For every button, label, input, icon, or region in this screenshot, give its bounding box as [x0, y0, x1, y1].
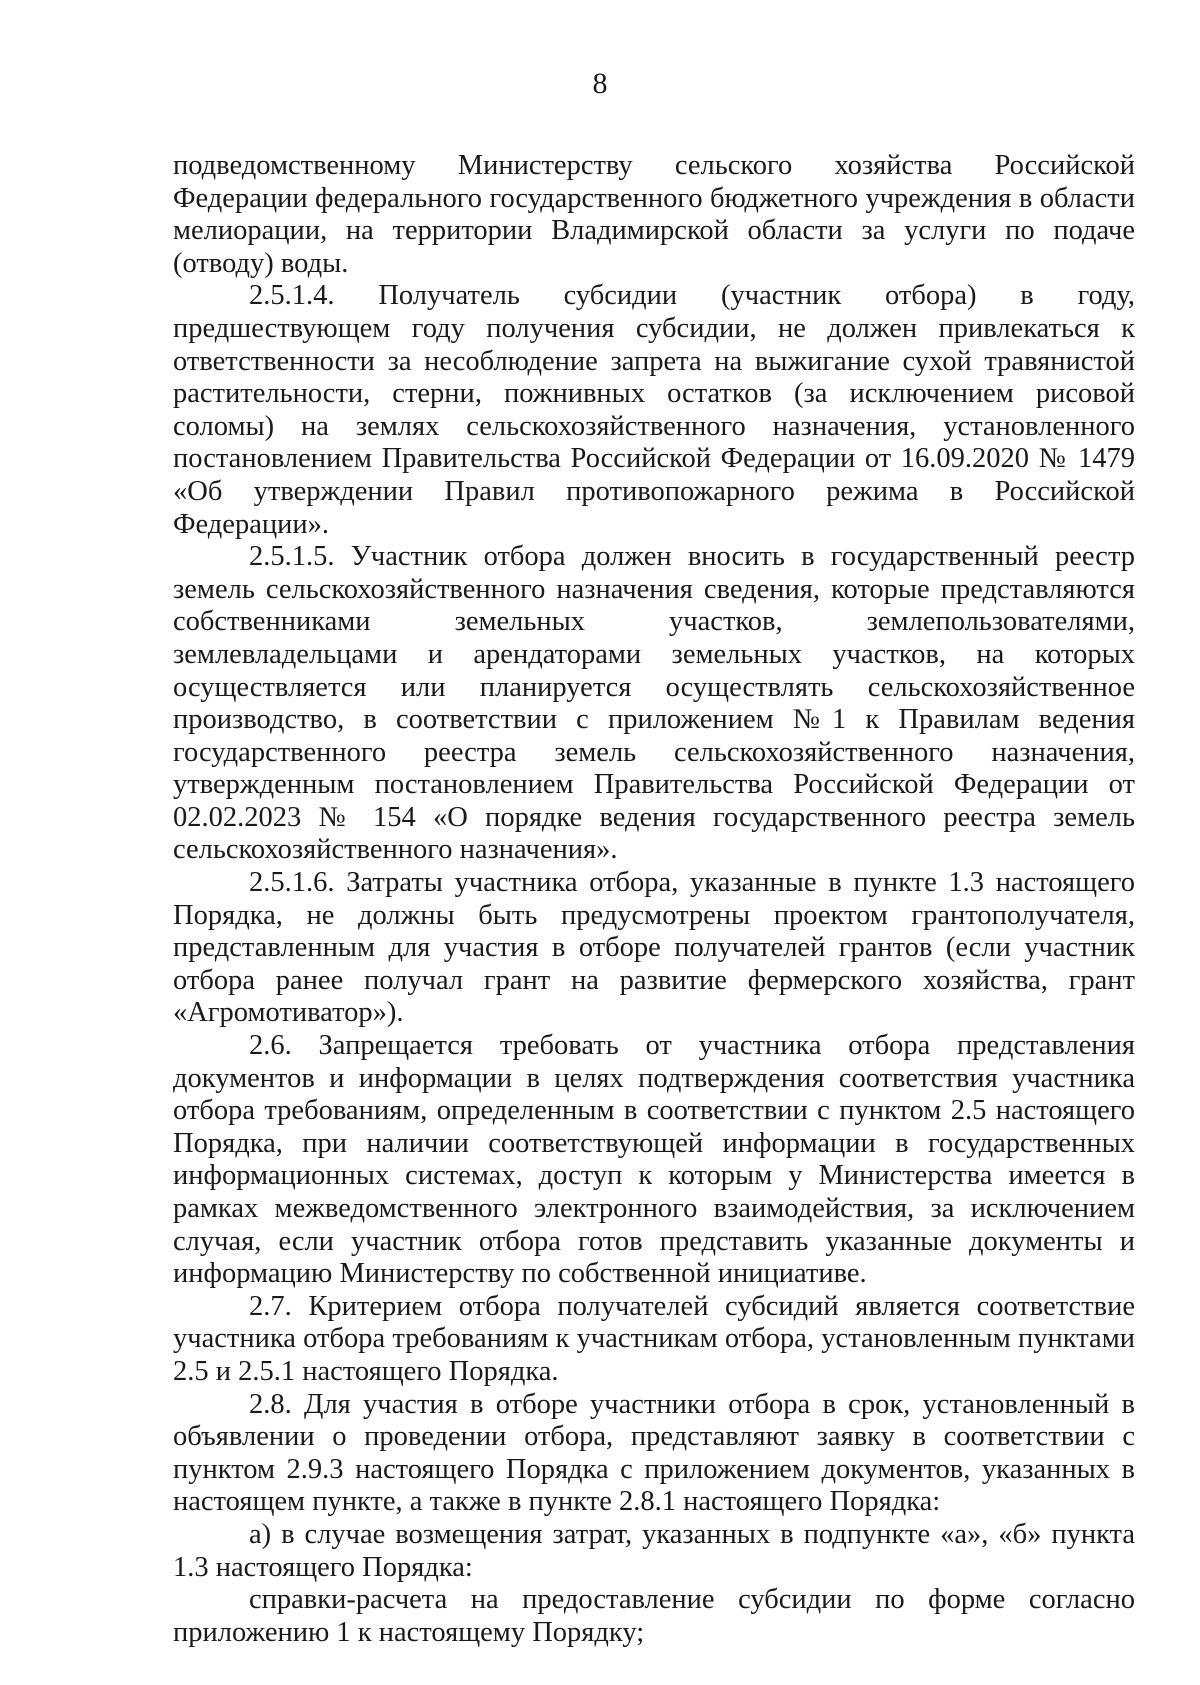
paragraph: а) в случае возмещения затрат, указанных в подпункте «а», «б» пункта 1.3 настоящего Порядка:: [173, 1518, 1135, 1583]
paragraph: 2.7. Критерием отбора получателей субсидий является соответствие участника отбора требованиям к участникам отбора, установленным пунктами 2.5 и 2.5.1 настоящего Порядка.: [173, 1290, 1135, 1387]
paragraph: 2.5.1.6. Затраты участника отбора, указанные в пункте 1.3 настоящего Порядка, не должны быть предусмотрены проектом грантополучателя, представленным для участия в отборе получателей грантов (если участник отбора ранее получал грант на развитие фермерского хозяйства, грант «Агромотиватор»).: [173, 867, 1135, 1029]
paragraph: справки-расчета на предоставление субсидии по форме согласно приложению 1 к настоящему Порядку;: [173, 1584, 1135, 1648]
document-body: [173, 150, 1135, 1649]
page-number: 8: [592, 67, 608, 100]
paragraph: 2.8. Для участия в отборе участники отбора в срок, установленный в объявлении о проведении отбора, представляют заявку в соответствии с пунктом 2.9.3 настоящего Порядка с приложением документов, указанных в настоящем пункте, а также в пункте 2.8.1 настоящего Порядка:: [173, 1388, 1135, 1518]
paragraph: подведомственному Министерству сельского хозяйства Российской Федерации федерального государственного бюджетного учреждения в области мелиорации, на территории Владимирской области за услуги по подаче (отводу) воды.: [173, 150, 1135, 279]
paragraph: 2.5.1.5. Участник отбора должен вносить в государственный реестр земель сельскохозяйственного назначения сведения, которые представляются собственниками земельных участков, землепользователями, землевладельцами и арендаторами земельных участков, на которых осуществляется или планируется осуществлять сельскохозяйственное производство, в соответствии с приложением №1 к Правилам ведения государственного реестра земель сельскохозяйственного назначения, утвержденным постановлением Правительства Российской Федерации от 02.02.2023 № 154 «О порядке ведения государственного реестра земель сельскохозяйственного назначения».: [173, 541, 1135, 866]
paragraph: 2.5.1.4. Получатель субсидии (участник отбора) в году, предшествующем году получения субсидии, не должен привлекаться к ответственности за несоблюдение запрета на выжигание сухой травянистой растительности, стерни, пожнивных остатков (за исключением рисовой соломы) на землях сельскохозяйственного назначения, установленного постановлением Правительства Российской Федерации от 16.09.2020 № 1479 «Об утверждении Правил противопожарного режима в Российской Федерации».: [173, 280, 1135, 540]
paragraph: 2.6. Запрещается требовать от участника отбора представления документов и информации в целях подтверждения соответствия участника отбора требованиям, определенным в соответствии с пунктом 2.5 настоящего Порядка, при наличии соответствующей информации в государственных информационных системах, доступ к которым у Министерства имеется в рамках межведомственного электронного взаимодействия, за исключением случая, если участник отбора готов представить указанные документы и информацию Министерству по собственной инициативе.: [173, 1030, 1135, 1290]
